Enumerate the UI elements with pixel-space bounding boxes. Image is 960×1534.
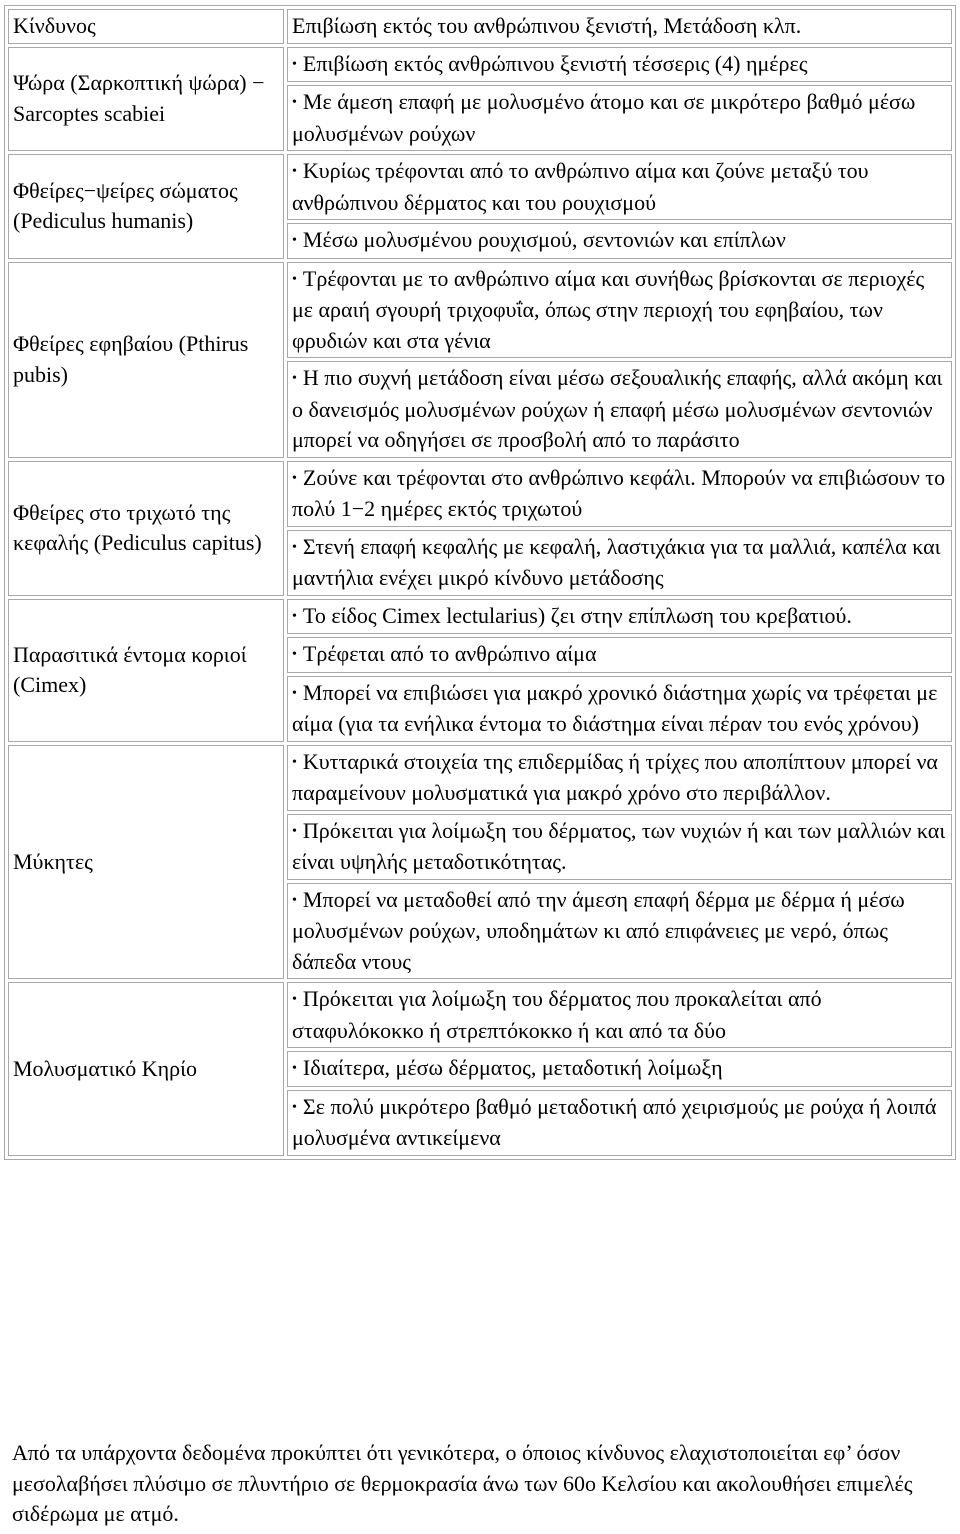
bullet-icon: • [292,164,297,179]
details-list [287,262,952,458]
detail-list-item [287,982,952,1048]
detail-list-item [287,814,952,880]
detail-list-item [287,530,952,596]
table-header-row [8,9,952,44]
detail-text: Κυρίως τρέφονται από το ανθρώπινο αίμα και ζούνε μεταξύ του ανθρώπινου δέρματος και του ρουχισμού [292,158,869,215]
bullet-icon: • [292,754,297,770]
detail-text: Κυτταρικά στοιχεία της επιδερμίδας ή τρίχες που αποπίπτουν μπορεί να παραμείνουν μολυσματικά για μακρό χρόνο στο περιβάλλον. [292,748,938,805]
bullet-icon: • [292,470,297,486]
bullet-icon: • [292,685,297,701]
detail-list-item [287,676,952,742]
header-details-cell: Επιβίωση εκτός του ανθρώπινου ξενιστή, Μετάδοση κλπ. [287,9,952,44]
detail-list-item [287,637,952,673]
risk-details-cell [287,745,952,980]
bullet-icon: • [292,56,297,72]
bullet-icon: • [292,1061,297,1076]
details-list [287,461,952,596]
detail-text: Μπορεί να επιβιώσει για μακρό χρονικό διάστημα χωρίς να τρέφεται με αίμα (για τα ενήλικα έντομα το διάστημα είναι πέραν του ενός χρόνου) [292,679,938,736]
bullet-icon: • [292,1099,297,1115]
risk-name-cell: Παρασιτικά έντομα κοριοί (Cimex) [8,599,284,742]
table-row [8,461,952,596]
bullet-icon: • [292,823,297,839]
risk-name-cell: Μολυσματικό Κηρίο [8,982,284,1156]
table-row [8,262,952,458]
detail-list-item [287,883,952,980]
risk-details-cell [287,154,952,259]
table-row [8,47,952,152]
risk-details-cell [287,262,952,458]
risk-details-cell [287,982,952,1156]
risk-details-cell [287,599,952,742]
bullet-icon: • [292,608,297,624]
detail-text: Τρέφεται από το ανθρώπινο αίμα [302,641,597,666]
detail-text: Στενή επαφή κεφαλής με κεφαλή, λαστιχάκια για τα μαλλιά, καπέλα και μαντήλια ενέχει μικρό κίνδυνο μετάδοσης [292,533,941,590]
detail-list-item [287,1090,952,1156]
risk-name-cell: Φθείρες στο τριχωτό της κεφαλής (Pediculus capitus) [8,461,284,596]
detail-text: Μπορεί να μεταδοθεί από την άμεση επαφή δέρμα με δέρμα ή μέσω μολυσμένων ρούχων, υποδημάτων κι από επιφάνειες με νερό, όπως δάπεδα ντους [292,886,905,974]
detail-text: Επιβίωση εκτός ανθρώπινου ξενιστή τέσσερις (4) ημέρες [302,50,808,76]
bullet-icon: • [292,233,297,248]
risk-details-cell [287,47,952,152]
detail-list-item [287,599,952,635]
table-row [8,154,952,259]
details-list [287,47,952,152]
details-list [287,745,952,980]
detail-list-item [287,223,952,259]
detail-list-item [287,85,952,151]
detail-list-item [287,47,952,83]
table-row [8,599,952,742]
detail-text: Μέσω μολυσμένου ρουχισμού, σεντονιών και επίπλων [302,227,786,252]
detail-list-item [287,154,952,220]
table-row [8,745,952,980]
detail-text: Ιδιαίτερα, μέσω δέρματος, μεταδοτική λοίμωξη [302,1055,723,1080]
details-list [287,154,952,259]
detail-list-item [287,1051,952,1087]
detail-text: Πρόκειται για λοίμωξη του δέρματος που προκαλείται από σταφυλόκοκκο ή στρεπτόκοκκο ή και από τα δύο [292,986,822,1043]
table-row [8,982,952,1156]
detail-text: Η πιο συχνή μετάδοση είναι μέσω σεξουαλικής επαφής, αλλά ακόμη και ο δανεισμός μολυσμένων ρούχων ή επαφή μέσω μολυσμένων σεντονιών μπορεί να οδηγήσει σε προσβολή από το παράσιτο [292,365,943,452]
detail-text: Τρέφονται με το ανθρώπινο αίμα και συνήθως βρίσκονται σε περιοχές με αραιή σγουρή τριχοφυΐα, όπως στην περιοχή του εφηβαίου, των φρυδιών και στα γένια [292,265,925,353]
risk-name-cell: Φθείρες εφηβαίου (Pthirus pubis) [8,262,284,458]
detail-text: Ζούνε και τρέφονται στο ανθρώπινο κεφάλι. Μπορούν να επιβιώσουν το πολύ 1−2 ημέρες εκτός τριχωτού [292,464,946,521]
detail-list-item [287,745,952,811]
bullet-icon: • [292,992,297,1007]
risk-table [4,5,956,1160]
risk-name-cell: Μύκητες [8,745,284,980]
detail-text: Το είδος Cimex lectularius) ζει στην επίπλωση του κρεβατιού. [302,602,852,628]
details-list [287,599,952,742]
detail-text: Πρόκειται για λοίμωξη του δέρματος, των νυχιών ή και των μαλλιών και είναι υψηλής μεταδοτικότητας. [292,817,946,874]
risk-details-cell [287,461,952,596]
detail-list-item [287,461,952,527]
bullet-icon: • [292,539,297,555]
bullet-icon: • [292,271,297,287]
risk-name-cell: Ψώρα (Σαρκοπτική ψώρα) − Sarcoptes scabiei [8,47,284,152]
bullet-icon: • [292,95,297,110]
risk-name-cell: Φθείρες−ψείρες σώματος (Pediculus humanis) [8,154,284,259]
bullet-icon: • [292,647,297,662]
detail-text: Με άμεση επαφή με μολυσμένο άτομο και σε μικρότερο βαθμό μέσω μολυσμένων ρούχων [292,89,916,146]
footer-paragraph: Από τα υπάρχοντα δεδομένα προκύπτει ότι γενικότερα, ο όποιος κίνδυνος ελαχιστοποιείται εφ’ όσον μεσολαβήσει πλύσιμο σε πλυντήριο σε θερμοκρασία άνω των 60ο Κελσίου και ακολουθήσει επιμελές σιδέρωμα με ατμό. [12,1440,913,1526]
details-list [287,982,952,1156]
bullet-icon: • [292,892,297,908]
detail-list-item [287,262,952,359]
detail-text: Σε πολύ μικρότερο βαθμό μεταδοτική από χειρισμούς με ρούχα ή λοιπά μολυσμένα αντικείμενα [292,1093,937,1150]
detail-list-item [287,361,952,458]
risk-table-body [8,9,952,1156]
header-risk-cell: Κίνδυνος [8,9,284,44]
bullet-icon: • [292,371,297,386]
